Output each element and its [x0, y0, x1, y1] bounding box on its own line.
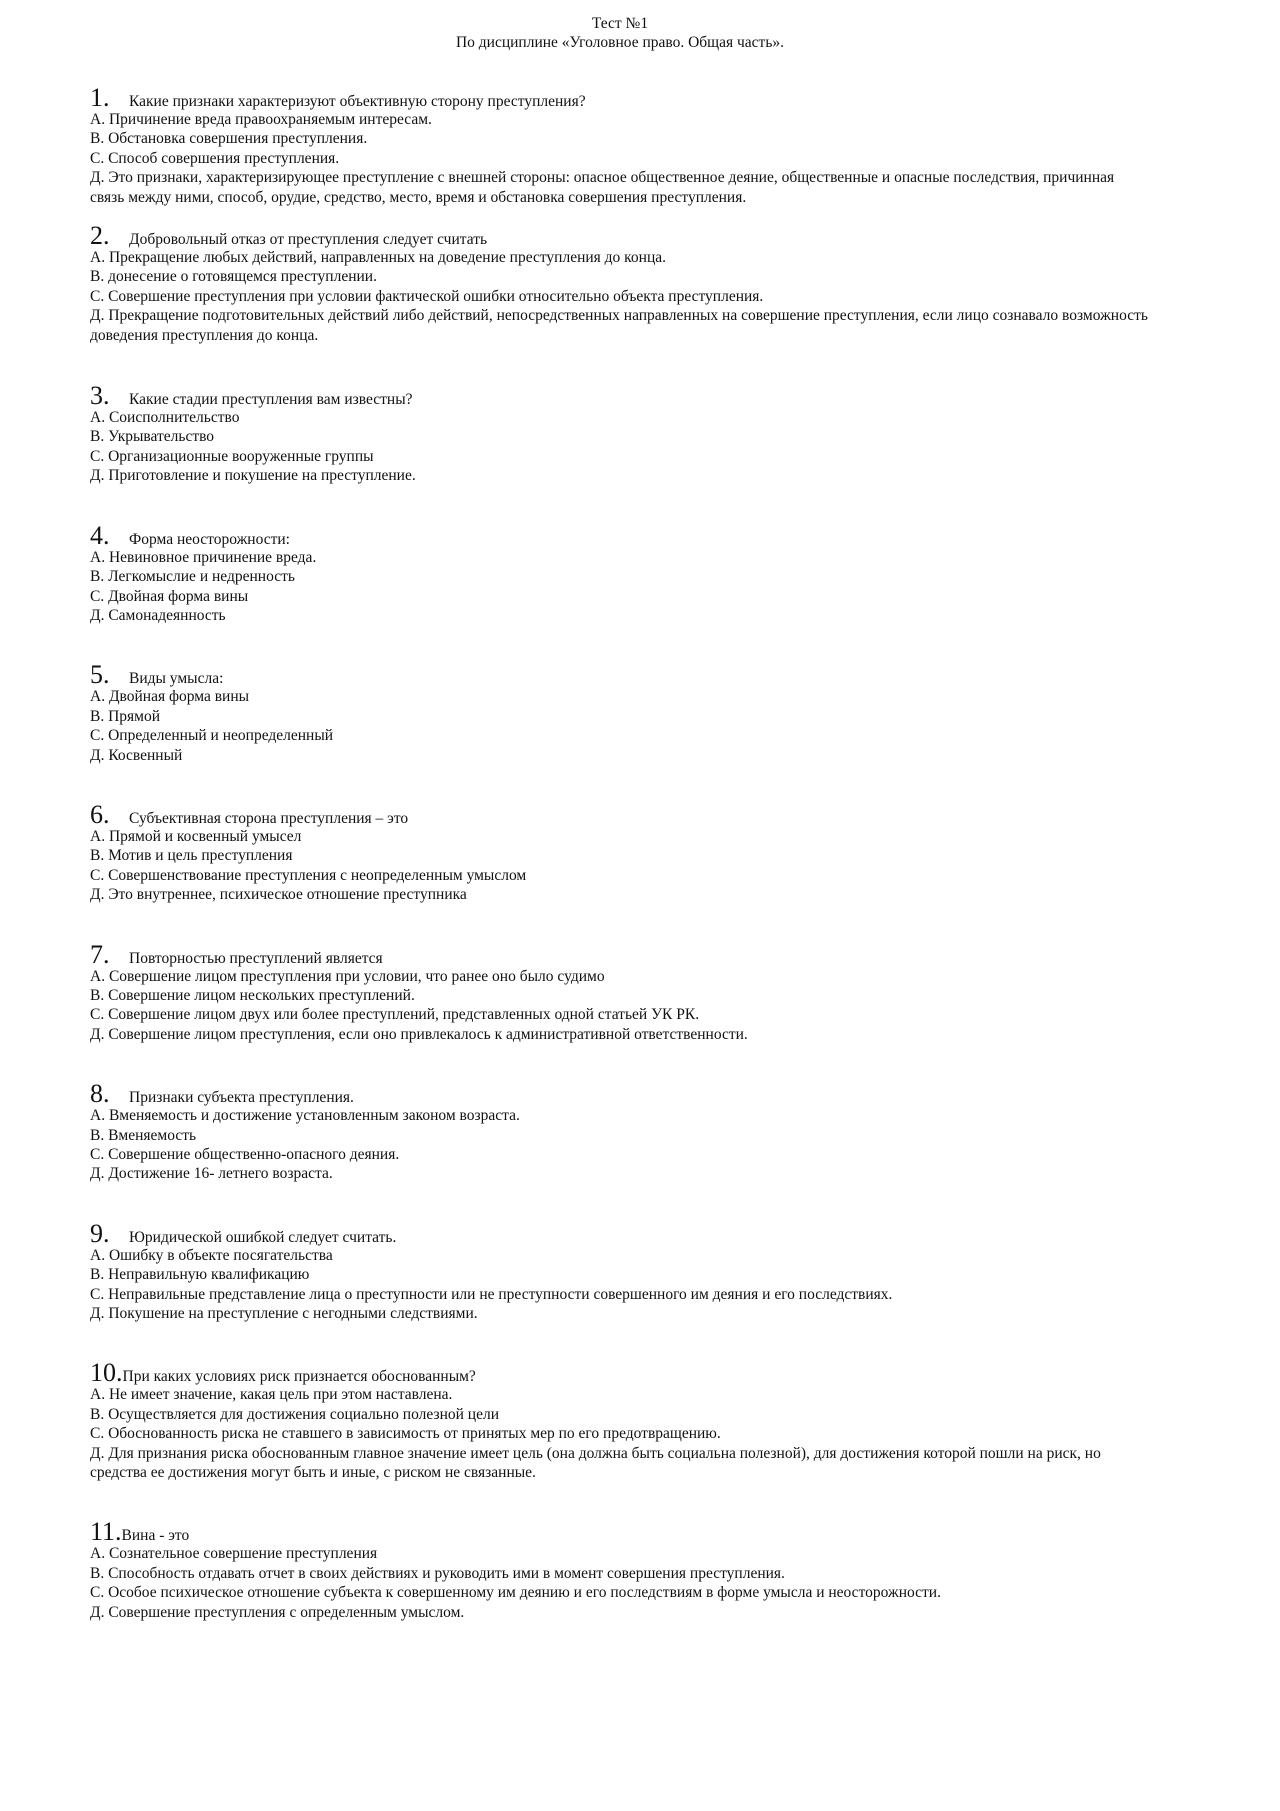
question-2 [90, 221, 1150, 345]
answer-option-a: А. Не имеет значение, какая цель при этом наставлена. [90, 1386, 453, 1404]
answer-option-a: А. Причинение вреда правоохраняемым интересам. [90, 111, 432, 128]
answer-option-d: Д. Совершение лицом преступления, если оно привлекалось к административной ответственности. [90, 1025, 748, 1043]
answer-option-d: Д. Достижение 16- летнего возраста. [90, 1165, 333, 1183]
answer-option-b: В. Вменяемость [90, 1126, 197, 1144]
answer-option-d: Д. Совершение преступления с определенным умыслом. [90, 1603, 465, 1621]
spacer [90, 905, 1150, 943]
answer-option-b: В. Мотив и цель преступления [90, 847, 293, 865]
question-4 [90, 520, 1150, 626]
question-text: Повторностью преступлений является [129, 949, 383, 967]
question-number: 3. [90, 381, 110, 411]
question-heading [90, 221, 1150, 251]
question-text: Какие признаки характеризуют объективную сторону преступления? [129, 93, 586, 110]
answer-option-a: А. Невиновное причинение вреда. [90, 548, 317, 566]
question-number: 1. [90, 83, 110, 112]
spacer [90, 1482, 1150, 1520]
answer-option-d: Д. Это внутреннее, психическое отношение преступника [90, 886, 467, 904]
answer-option-d: Д. Покушение на преступление с негодными следствиями. [90, 1305, 478, 1323]
question-heading [90, 381, 1150, 411]
question-8 [90, 1079, 1150, 1184]
spacer [90, 486, 1150, 524]
answer-option-c: С. Совершение преступления при условии фактической ошибки относительно объекта преступления. [90, 287, 764, 305]
question-heading [90, 1218, 1150, 1248]
answer-option-d: Д. Самонадеянность [90, 606, 226, 624]
document-title: Тест №1 [591, 15, 649, 32]
question-number: 11. [90, 1517, 122, 1547]
question-9 [90, 1218, 1150, 1324]
spacer [90, 345, 1150, 384]
spacer [90, 207, 1150, 224]
answer-options [90, 967, 1150, 1045]
question-text: Субъективная сторона преступления – это [129, 809, 409, 827]
question-10 [90, 1358, 1150, 1482]
question-number: 4. [90, 520, 110, 550]
answer-option-c: С. Совершенствование преступления с неопределенным умыслом [90, 866, 527, 884]
question-heading [90, 1079, 1150, 1109]
answer-option-c: С. Особое психическое отношение субъекта к совершенному им деянию и его последствиям в форме умысла и неосторожности. [90, 1584, 941, 1602]
spacer [90, 625, 1150, 663]
question-text: При каких условиях риск признается обоснованным? [122, 1368, 476, 1386]
answer-option-b: В. Укрывательство [90, 428, 215, 446]
question-heading [90, 1517, 1150, 1547]
answer-option-c: С. Способ совершения преступления. [90, 149, 340, 167]
question-heading [90, 1358, 1150, 1388]
answer-option-c: С. Неправильные представление лица о преступности или не преступности совершенного им деяния и его последствиях. [90, 1285, 893, 1303]
question-text: Какие стадии преступления вам известны? [129, 391, 413, 409]
answer-option-b: В. Прямой [90, 707, 161, 725]
answer-option-a: А. Прямой и косвенный умысел [90, 827, 302, 845]
answer-option-d: Д. Это признаки, характеризирующее преступление с внешней стороны: опасное общественное деяние, общественные и опасные последствия, причинная связь между ними, способ, орудие, средство, место, время и обстановка совершения преступления. [90, 169, 1115, 206]
spacer [90, 1044, 1150, 1082]
document-subtitle: По дисциплине «Уголовное право. Общая часть». [455, 34, 785, 51]
answer-option-d: Д. Приготовление и покушение на преступление. [90, 467, 416, 485]
answer-option-a: А. Соисполнительство [90, 409, 240, 427]
question-text: Форма неосторожности: [129, 530, 290, 548]
answer-option-d: Д. Прекращение подготовительных действий либо действий, непосредственных направленных на совершение преступления, если лицо сознавало возможность доведения преступления до конца. [90, 307, 1148, 344]
spacer [90, 1184, 1150, 1222]
question-heading [90, 520, 1150, 550]
answer-options [90, 548, 1150, 626]
answer-options [90, 1246, 1150, 1324]
question-text: Признаки субъекта преступления. [129, 1089, 354, 1107]
question-number: 5. [90, 660, 110, 690]
answer-option-b: В. донесение о готовящемся преступлении. [90, 268, 377, 286]
answer-option-b: В. Совершение лицом нескольких преступлений. [90, 986, 415, 1004]
question-heading [90, 799, 1150, 829]
answer-option-a: А. Совершение лицом преступления при условии, что ранее оно было судимо [90, 967, 605, 985]
question-text: Вина - это [121, 1527, 190, 1545]
answer-option-c: С. Организационные вооруженные группы [90, 447, 374, 465]
answer-options [90, 110, 1150, 207]
question-5 [90, 660, 1150, 765]
question-3 [90, 381, 1150, 486]
question-number: 10. [90, 1358, 123, 1388]
answer-option-c: С. Определенный и неопределенный [90, 727, 334, 745]
answer-options [90, 827, 1150, 905]
answer-option-a: А. Двойная форма вины [90, 688, 250, 706]
question-1 [90, 83, 1150, 207]
answer-option-a: А. Прекращение любых действий, направленных на доведение преступления до конца. [90, 249, 667, 267]
question-number: 6. [90, 799, 110, 829]
answer-options [90, 1385, 1150, 1482]
answer-option-a: А. Вменяемость и достижение установленным законом возраста. [90, 1107, 520, 1125]
answer-option-c: С. Совершение лицом двух или более преступлений, представленных одной статьей УК РК. [90, 1006, 700, 1024]
answer-option-c: С. Двойная форма вины [90, 587, 249, 605]
question-heading [90, 83, 1150, 112]
question-11 [90, 1517, 1150, 1622]
spacer [90, 765, 1150, 803]
question-number: 8. [90, 1079, 110, 1109]
answer-option-a: А. Ошибку в объекте посягательства [90, 1246, 333, 1264]
question-number: 7. [90, 939, 110, 969]
answer-option-b: В. Способность отдавать отчет в своих действиях и руководить ими в момент совершения преступления. [90, 1564, 785, 1582]
answer-option-c: С. Обоснованность риска не ставшего в зависимость от принятых мер по его предотвращению. [90, 1425, 721, 1443]
answer-options [90, 408, 1150, 486]
question-heading [90, 939, 1150, 969]
answer-options [90, 1106, 1150, 1184]
question-text: Добровольный отказ от преступления следует считать [129, 231, 488, 249]
answer-options [90, 1544, 1150, 1622]
answer-options [90, 248, 1150, 345]
answer-option-a: А. Сознательное совершение преступления [90, 1545, 378, 1563]
answer-option-d: Д. Для признания риска обоснованным главное значение имеет цель (она должна быть социальна полезной), для достижения которой пошли на риск, но средства ее достижения могут быть и иные, с риском не связанные. [90, 1444, 1101, 1482]
answer-option-d: Д. Косвенный [90, 746, 183, 764]
answer-option-b: В. Осуществляется для достижения социально полезной цели [90, 1405, 499, 1423]
question-text: Юридической ошибкой следует считать. [129, 1228, 397, 1246]
question-6 [90, 799, 1150, 905]
answer-option-b: В. Легкомыслие и недренность [90, 568, 295, 586]
spacer [90, 1323, 1150, 1361]
answer-option-c: С. Совершение общественно-опасного деяния. [90, 1146, 400, 1163]
question-text: Виды умысла: [129, 670, 224, 688]
question-heading [90, 660, 1150, 690]
answer-option-b: В. Неправильную квалификацию [90, 1266, 310, 1284]
question-number: 2. [90, 221, 110, 251]
question-number: 9. [90, 1218, 110, 1248]
answer-option-b: В. Обстановка совершения преступления. [90, 130, 368, 148]
document-header [90, 14, 1150, 52]
answer-options [90, 687, 1150, 765]
question-7 [90, 939, 1150, 1045]
